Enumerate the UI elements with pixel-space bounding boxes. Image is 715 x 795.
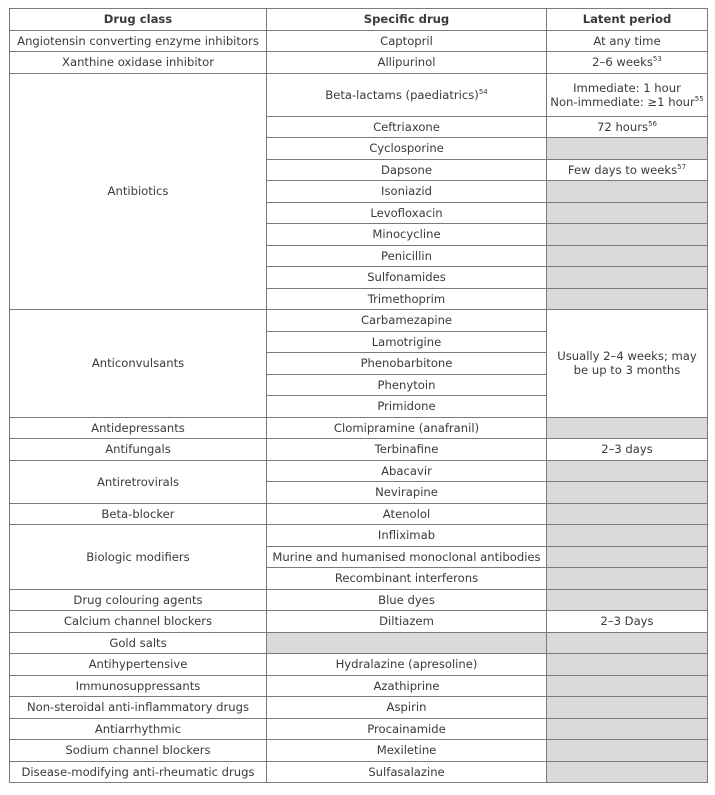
specific-drug-cell: Penicillin xyxy=(267,245,547,267)
specific-drug-cell: Atenolol xyxy=(267,503,547,525)
specific-drug-cell: Hydralazine (apresoline) xyxy=(267,654,547,676)
specific-drug-cell: Allipurinol xyxy=(267,52,547,74)
empty-period-cell xyxy=(547,460,708,482)
table-row xyxy=(10,761,708,783)
header-latent-period: Latent period xyxy=(547,9,708,31)
drug-class-cell: Antiarrhythmic xyxy=(10,718,267,740)
table-row xyxy=(10,460,708,482)
period-text: Non-immediate: ≥1 hour xyxy=(550,94,695,109)
table-row xyxy=(10,632,708,654)
latent-period-cell xyxy=(547,52,708,74)
specific-drug-cell: Cyclosporine xyxy=(267,138,547,160)
empty-period-cell xyxy=(547,267,708,289)
empty-period-cell xyxy=(547,482,708,504)
drug-class-cell: Immunosuppressants xyxy=(10,675,267,697)
drug-class-cell: Antidepressants xyxy=(10,417,267,439)
table-row xyxy=(10,718,708,740)
specific-drug-cell: Procainamide xyxy=(267,718,547,740)
empty-period-cell xyxy=(547,417,708,439)
table-row xyxy=(10,73,708,116)
drug-class-cell: Beta-blocker xyxy=(10,503,267,525)
empty-period-cell xyxy=(547,761,708,783)
reference-superscript: 54 xyxy=(478,87,488,96)
reference-superscript: 53 xyxy=(652,55,662,64)
latent-period-cell: Usually 2–4 weeks; may be up to 3 months xyxy=(547,310,708,418)
empty-period-cell xyxy=(547,525,708,547)
table-row xyxy=(10,697,708,719)
header-drug-class: Drug class xyxy=(10,9,267,31)
table-row xyxy=(10,675,708,697)
drug-class-cell: Disease-modifying anti-rheumatic drugs xyxy=(10,761,267,783)
period-text: 72 hours xyxy=(597,119,649,134)
empty-drug-cell xyxy=(267,632,547,654)
empty-period-cell xyxy=(547,632,708,654)
specific-drug-cell: Terbinafine xyxy=(267,439,547,461)
drug-class-cell: Sodium channel blockers xyxy=(10,740,267,762)
table-row xyxy=(10,439,708,461)
latent-period-cell xyxy=(547,73,708,116)
empty-period-cell xyxy=(547,503,708,525)
reference-superscript: 57 xyxy=(677,162,687,171)
period-text: Few days to weeks xyxy=(567,162,678,177)
empty-period-cell xyxy=(547,224,708,246)
specific-drug-cell: Diltiazem xyxy=(267,611,547,633)
specific-drug-cell: Minocycline xyxy=(267,224,547,246)
empty-period-cell xyxy=(547,546,708,568)
drug-class-cell: Angiotensin converting enzyme inhibitors xyxy=(10,30,267,52)
specific-drug-cell: Phenobarbitone xyxy=(267,353,547,375)
drug-text: Beta-lactams (paediatrics) xyxy=(325,87,479,102)
period-text: 2–6 weeks xyxy=(592,55,653,70)
drug-class-cell: Antifungals xyxy=(10,439,267,461)
table-row xyxy=(10,52,708,74)
table-row xyxy=(10,654,708,676)
specific-drug-cell: Infliximab xyxy=(267,525,547,547)
table-row xyxy=(10,589,708,611)
empty-period-cell xyxy=(547,202,708,224)
specific-drug-cell: Carbamezapine xyxy=(267,310,547,332)
drug-class-cell: Drug colouring agents xyxy=(10,589,267,611)
table-row xyxy=(10,525,708,547)
empty-period-cell xyxy=(547,288,708,310)
latent-period-cell: At any time xyxy=(547,30,708,52)
table-row xyxy=(10,30,708,52)
table-row xyxy=(10,310,708,332)
drug-class-cell: Biologic modifiers xyxy=(10,525,267,590)
empty-period-cell xyxy=(547,589,708,611)
specific-drug-cell: Azathiprine xyxy=(267,675,547,697)
specific-drug-cell: Murine and humanised monoclonal antibodies xyxy=(267,546,547,568)
empty-period-cell xyxy=(547,654,708,676)
specific-drug-cell: Sulfasalazine xyxy=(267,761,547,783)
drug-class-cell: Non-steroidal anti-inflammatory drugs xyxy=(10,697,267,719)
specific-drug-cell: Clomipramine (anafranil) xyxy=(267,417,547,439)
drug-class-cell: Gold salts xyxy=(10,632,267,654)
table-row xyxy=(10,740,708,762)
specific-drug-cell: Lamotrigine xyxy=(267,331,547,353)
drug-class-cell: Xanthine oxidase inhibitor xyxy=(10,52,267,74)
specific-drug-cell: Aspirin xyxy=(267,697,547,719)
specific-drug-cell: Captopril xyxy=(267,30,547,52)
specific-drug-cell: Dapsone xyxy=(267,159,547,181)
drug-class-cell: Antibiotics xyxy=(10,73,267,310)
empty-period-cell xyxy=(547,675,708,697)
specific-drug-cell: Levofloxacin xyxy=(267,202,547,224)
table-row xyxy=(10,417,708,439)
empty-period-cell xyxy=(547,181,708,203)
table-row xyxy=(10,611,708,633)
empty-period-cell xyxy=(547,568,708,590)
specific-drug-cell: Mexiletine xyxy=(267,740,547,762)
header-row xyxy=(10,9,708,31)
latent-period-cell: 2–3 days xyxy=(547,439,708,461)
drug-class-cell: Antihypertensive xyxy=(10,654,267,676)
specific-drug-cell xyxy=(267,73,547,116)
specific-drug-cell: Trimethoprim xyxy=(267,288,547,310)
specific-drug-cell: Nevirapine xyxy=(267,482,547,504)
period-line-2 xyxy=(550,95,704,109)
drug-class-cell: Anticonvulsants xyxy=(10,310,267,418)
latent-period-cell xyxy=(547,116,708,138)
period-line-1: Immediate: 1 hour xyxy=(573,80,681,95)
latent-period-cell: 2–3 Days xyxy=(547,611,708,633)
specific-drug-cell: Ceftriaxone xyxy=(267,116,547,138)
empty-period-cell xyxy=(547,138,708,160)
drug-class-cell: Calcium channel blockers xyxy=(10,611,267,633)
specific-drug-cell: Abacavir xyxy=(267,460,547,482)
table-row xyxy=(10,503,708,525)
specific-drug-cell: Recombinant interferons xyxy=(267,568,547,590)
empty-period-cell xyxy=(547,245,708,267)
specific-drug-cell: Isoniazid xyxy=(267,181,547,203)
reference-superscript: 56 xyxy=(648,119,657,128)
specific-drug-cell: Phenytoin xyxy=(267,374,547,396)
empty-period-cell xyxy=(547,718,708,740)
drug-latency-table xyxy=(9,8,708,783)
specific-drug-cell: Sulfonamides xyxy=(267,267,547,289)
empty-period-cell xyxy=(547,740,708,762)
specific-drug-cell: Blue dyes xyxy=(267,589,547,611)
drug-class-cell: Antiretrovirals xyxy=(10,460,267,503)
empty-period-cell xyxy=(547,697,708,719)
specific-drug-cell: Primidone xyxy=(267,396,547,418)
latent-period-cell xyxy=(547,159,708,181)
header-specific-drug: Specific drug xyxy=(267,9,547,31)
reference-superscript: 55 xyxy=(694,94,704,103)
